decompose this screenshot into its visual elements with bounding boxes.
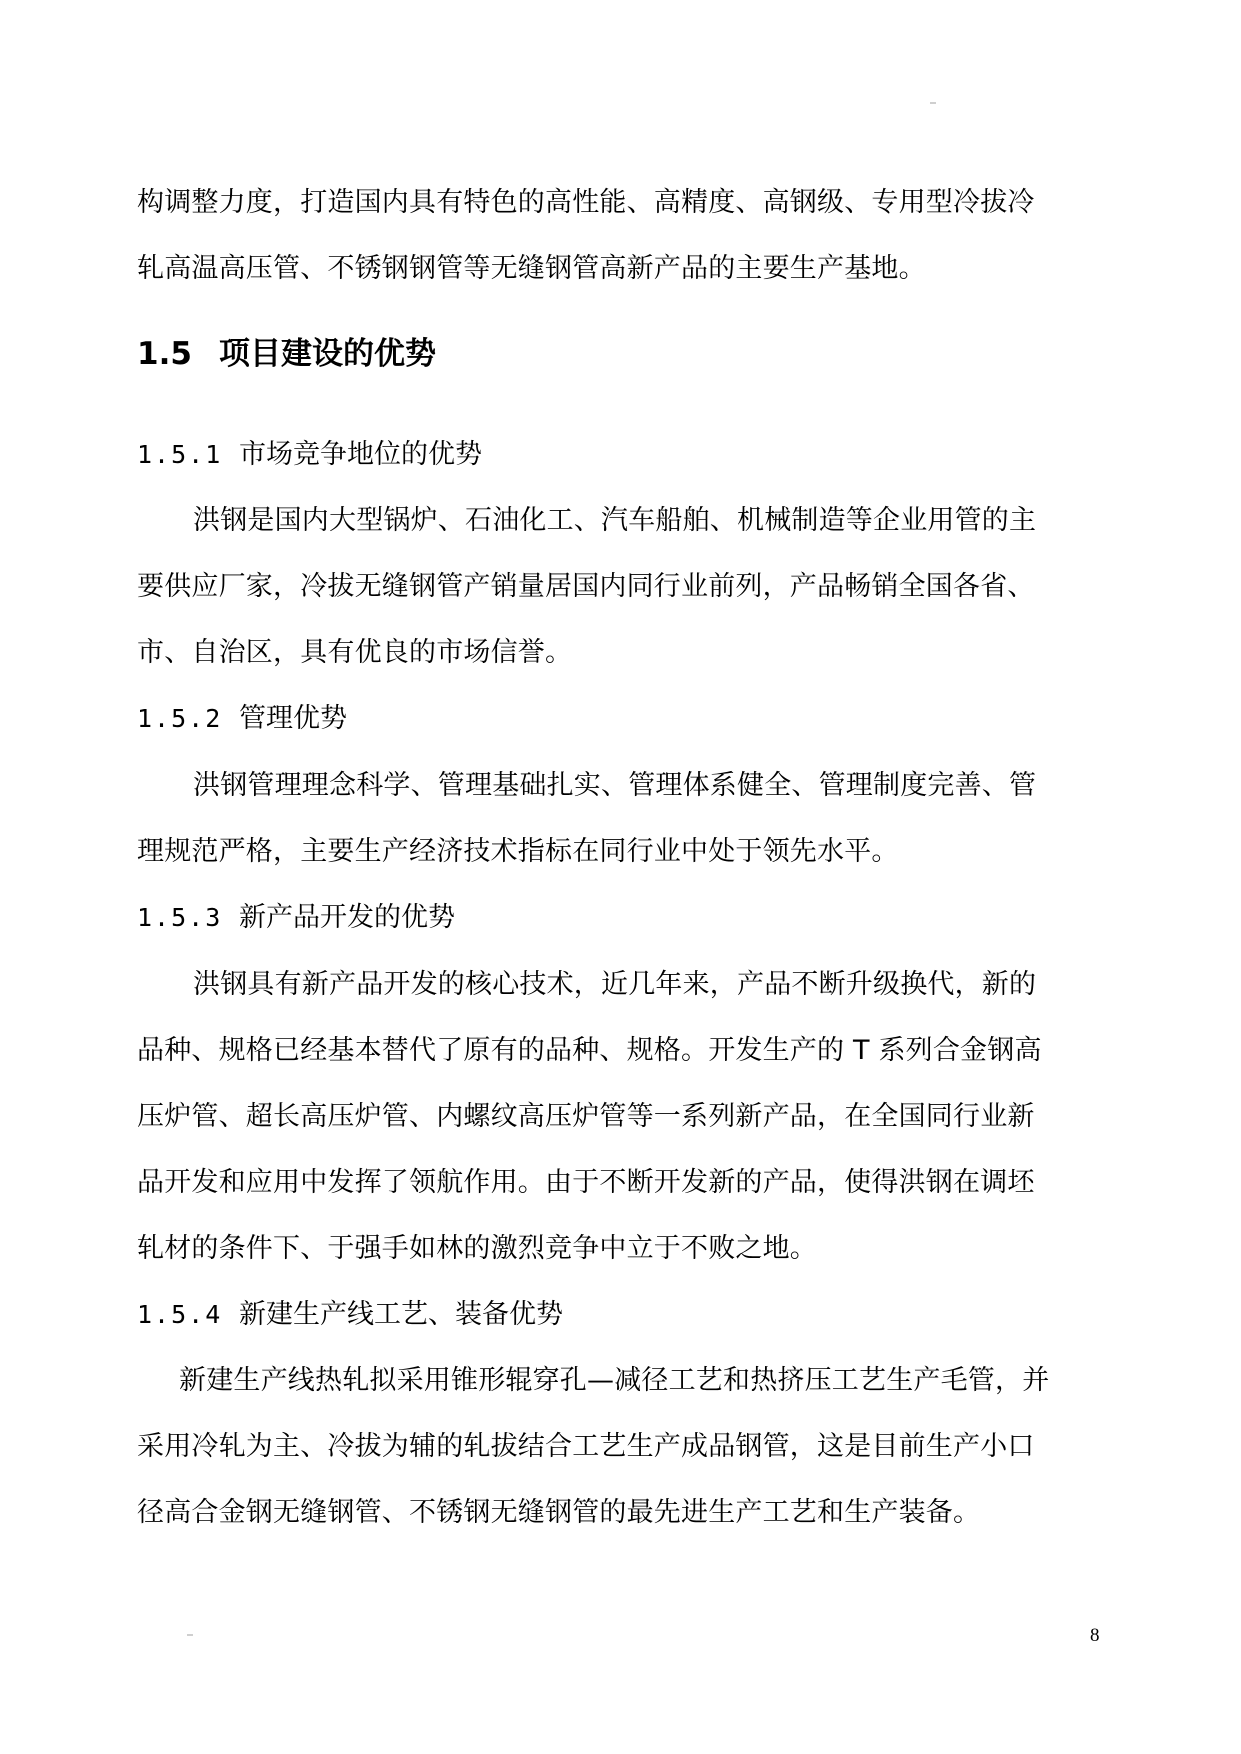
intro-line: 轧高温高压管、不锈钢钢管等无缝钢管高新产品的主要生产基地。: [137, 253, 926, 284]
paragraph-line: 洪钢管理理念科学、管理基础扎实、管理体系健全、管理制度完善、管: [193, 770, 1037, 801]
paragraph-line: 洪钢是国内大型锅炉、石油化工、汽车船舶、机械制造等企业用管的主: [193, 505, 1037, 536]
subsection-number: 1.5.3: [137, 903, 223, 932]
subsection-heading: [137, 1297, 563, 1333]
subsection-title: 新建生产线工艺、装备优势: [239, 1299, 563, 1330]
paragraph-line: 理规范严格，主要生产经济技术指标在同行业中处于领先水平。: [137, 836, 899, 867]
section-number: 1.5: [137, 336, 192, 372]
subsection-heading: [137, 701, 347, 737]
paragraph-line: 品种、规格已经基本替代了原有的品种、规格。开发生产的 T 系列合金钢高: [137, 1035, 1042, 1066]
section-heading: [137, 334, 436, 374]
scan-speck: [187, 1634, 193, 1636]
subsection-heading: [137, 900, 455, 936]
paragraph-line: 径高合金钢无缝钢管、不锈钢无缝钢管的最先进生产工艺和生产装备。: [137, 1497, 981, 1528]
subsection-heading: [137, 437, 482, 473]
paragraph-line: 轧材的条件下、于强手如林的激烈竞争中立于不败之地。: [137, 1233, 817, 1264]
paragraph-line: 品开发和应用中发挥了领航作用。由于不断开发新的产品，使得洪钢在调坯: [137, 1167, 1035, 1198]
subsection-title: 管理优势: [239, 703, 347, 734]
paragraph-line: 采用冷轧为主、冷拔为辅的轧拔结合工艺生产成品钢管，这是目前生产小口: [137, 1431, 1035, 1462]
subsection-number: 1.5.2: [137, 704, 223, 733]
paragraph-line: 洪钢具有新产品开发的核心技术，近几年来，产品不断升级换代，新的: [193, 969, 1037, 1000]
subsection-number: 1.5.1: [137, 440, 223, 469]
subsection-number: 1.5.4: [137, 1300, 223, 1329]
paragraph-line: 要供应厂家，冷拔无缝钢管产销量居国内同行业前列，产品畅销全国各省、: [137, 571, 1035, 602]
section-title: 项目建设的优势: [219, 336, 436, 372]
paragraph-line: 新建生产线热轧拟采用锥形辊穿孔—减径工艺和热挤压工艺生产毛管，并: [179, 1365, 1050, 1396]
scan-speck: [930, 102, 936, 104]
paragraph-line: 压炉管、超长高压炉管、内螺纹高压炉管等一系列新产品，在全国同行业新: [137, 1101, 1035, 1132]
subsection-title: 市场竞争地位的优势: [239, 439, 482, 470]
intro-line: 构调整力度，打造国内具有特色的高性能、高精度、高钢级、专用型冷拔冷: [137, 187, 1035, 218]
page-number: 8: [1090, 1625, 1100, 1646]
subsection-title: 新产品开发的优势: [239, 902, 455, 933]
paragraph-line: 市、自治区，具有优良的市场信誉。: [137, 637, 573, 668]
